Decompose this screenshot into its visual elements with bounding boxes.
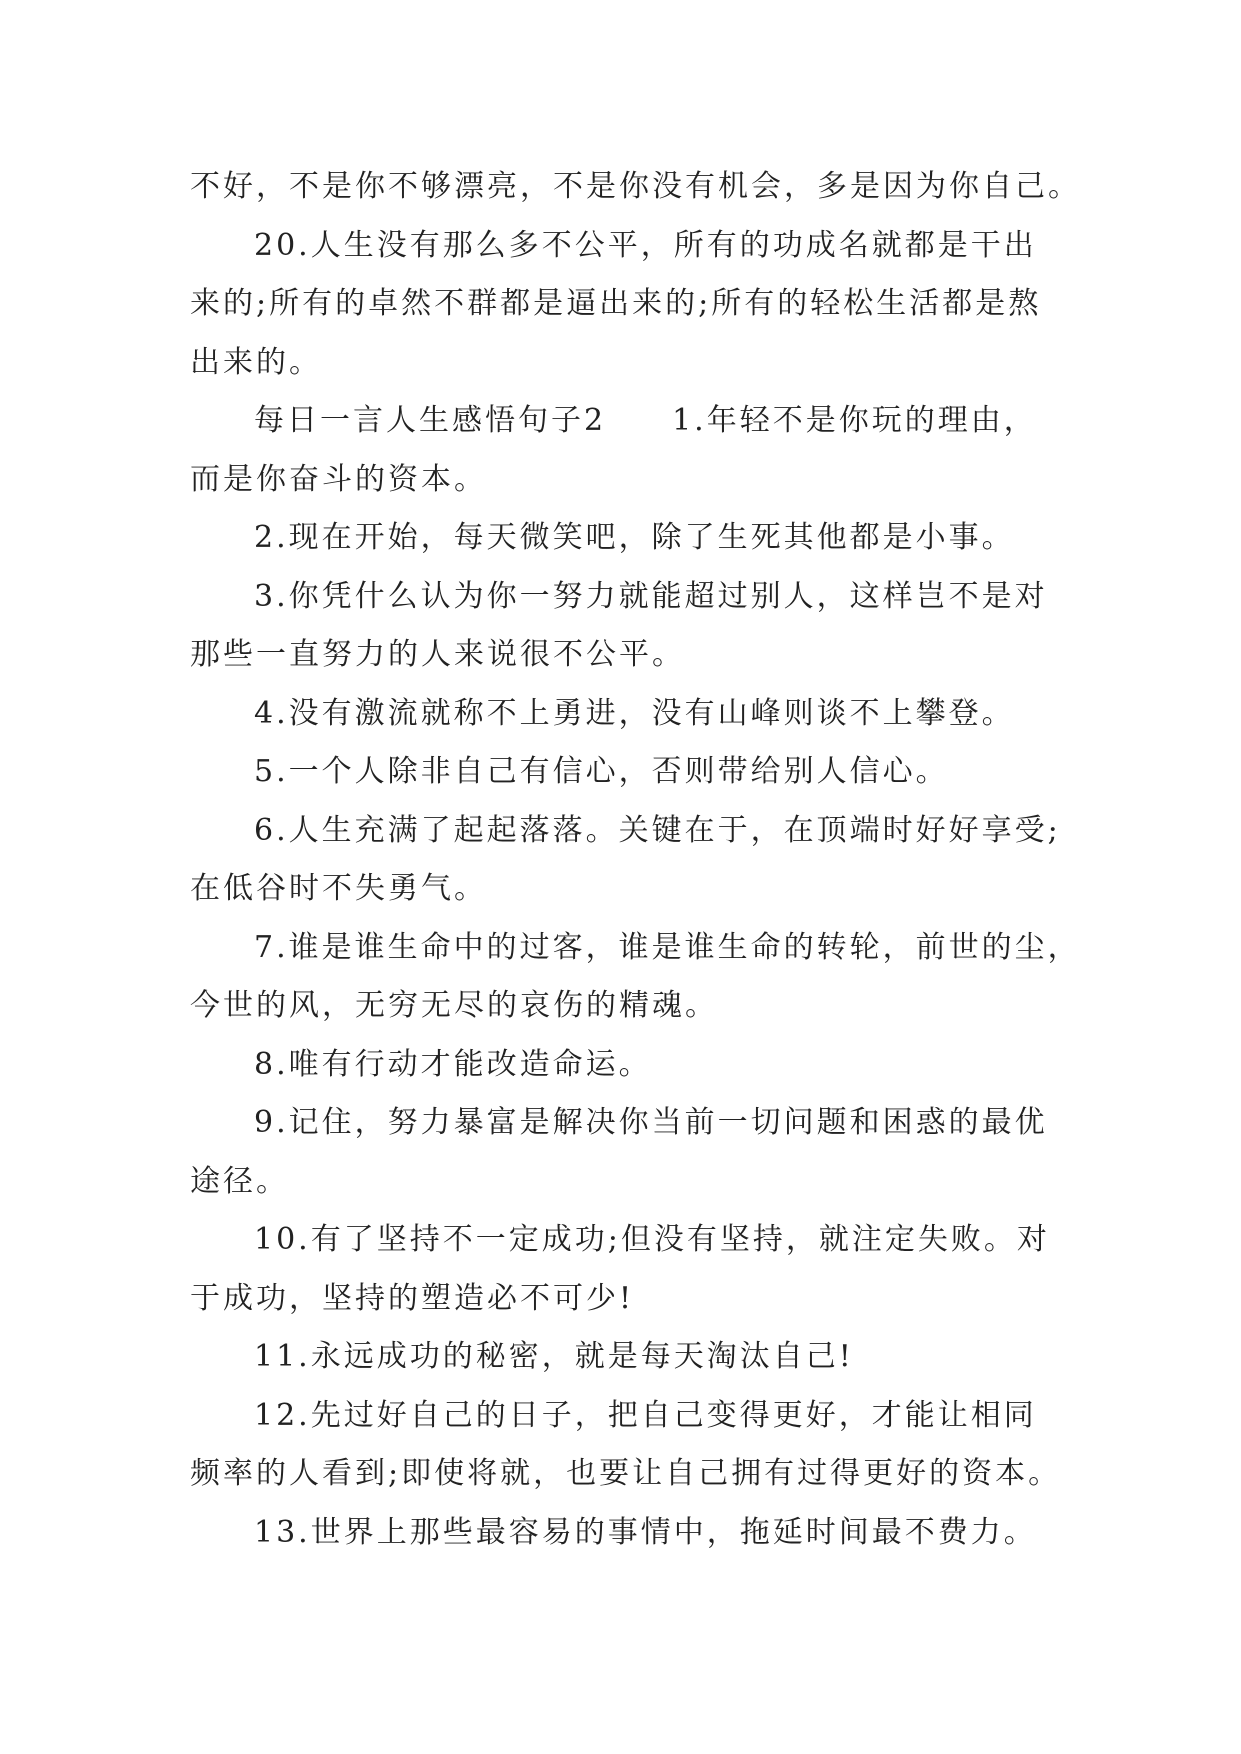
text-line: 8.唯有行动才能改造命运。 [254, 1046, 652, 1082]
text-line: 而是你奋斗的资本。 [190, 461, 487, 497]
text-line: 11.永远成功的秘密，就是每天淘汰自己! [254, 1339, 854, 1374]
text-line: 7.谁是谁生命中的过客，谁是谁生命的转轮，前世的尘， [254, 929, 1081, 965]
text-line: 3.你凭什么认为你一努力就能超过别人，这样岂不是对 [254, 578, 1048, 614]
text-line: 13.世界上那些最容易的事情中，拖延时间最不费力。 [254, 1514, 1037, 1550]
text-line: 10.有了坚持不一定成功;但没有坚持，就注定失败。对 [254, 1222, 1050, 1257]
text-line: 12.先过好自己的日子，把自己变得更好，才能让相同 [254, 1397, 1037, 1433]
text-line: 2.现在开始，每天微笑吧，除了生死其他都是小事。 [254, 520, 1015, 555]
text-line: 于成功，坚持的塑造必不可少! [190, 1280, 635, 1316]
text-line: 4.没有激流就称不上勇进，没有山峰则谈不上攀登。 [254, 695, 1015, 731]
section-heading-line: 每日一言人生感悟句子2 1.年轻不是你玩的理由， [254, 403, 1037, 438]
text-line: 途径。 [190, 1163, 289, 1199]
text-line: 6.人生充满了起起落落。关键在于，在顶端时好好享受; [254, 812, 1061, 848]
text-line: 在低谷时不失勇气。 [190, 871, 487, 906]
text-line: 5.一个人除非自己有信心，否则带给别人信心。 [254, 754, 949, 789]
text-line: 20.人生没有那么多不公平，所有的功成名就都是干出 [254, 227, 1037, 263]
text-line: 那些一直努力的人来说很不公平。 [190, 637, 685, 672]
text-line: 9.记住，努力暴富是解决你当前一切问题和困惑的最优 [254, 1105, 1048, 1140]
text-line: 频率的人看到;即使将就，也要让自己拥有过得更好的资本。 [190, 1456, 1062, 1491]
document-body [190, 158, 1081, 1562]
text-line: 来的;所有的卓然不群都是逼出来的;所有的轻松生活都是熬 [190, 286, 1042, 321]
text-line: 不好，不是你不够漂亮，不是你没有机会，多是因为你自己。 [190, 169, 1081, 204]
text-line: 今世的风，无穷无尽的哀伤的精魂。 [190, 988, 718, 1023]
text-line: 出来的。 [190, 344, 322, 380]
